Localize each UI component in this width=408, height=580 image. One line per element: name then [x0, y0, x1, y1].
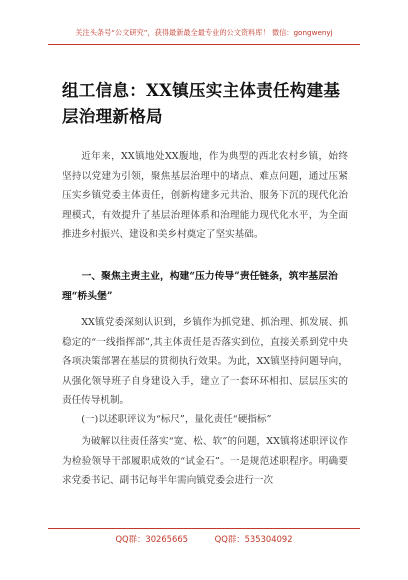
intro-paragraph: 近年来，XX镇地处XX腹地，作为典型的西北农村乡镇，始终坚持以党建为引领，聚焦基层治理中的堵点、难点问题，通过压紧压实乡镇党委主体责任，创新构建多元共治、服务下沉的现代化治理模式，有效提升了基层治理体系和治理能力现代化水平，为全面推进乡村振兴、建设和美乡村奠定了坚实基础。: [62, 151, 348, 240]
footer-divider: [48, 528, 360, 529]
subsection-heading-1: (一)以述职评议为“标尺”，量化责任“硬指标”: [81, 414, 272, 425]
footer-qq-group-1: QQ群：30265665: [115, 534, 188, 544]
footer-contact: [0, 533, 408, 545]
subsection-1-paragraph: 为破解以往责任落实“宽、松、软”的问题，XX镇将述职评议作为检验领导干部履职成效的“试金石”。一是规范述职程序。明确要求党委书记、副书记每半年需向镇党委会进行一次: [62, 436, 348, 486]
header-divider: [48, 44, 360, 45]
header-promo-note: 关注头条号“公文研究”，获得最新最全最专业的公文资料库！ 微信：gongwenyj: [75, 28, 333, 37]
document-title: 组工信息：XX镇压实主体责任构建基层治理新格局: [62, 81, 341, 126]
footer-qq-group-2: QQ群：535304092: [214, 534, 293, 544]
section-heading-1: 一、聚焦主责主业，构建“压力传导”责任链条，筑牢基层治理“桥头堡”: [62, 271, 338, 302]
section-1-paragraph: XX镇党委深刻认识到，乡镇作为抓党建、抓治理、抓发展、抓稳定的“一线指挥部”,其主体责任是否落实到位，直接关系到党中央各项决策部署在基层的贯彻执行效果。为此，XX镇坚持问题导向，从强化领导班子自身建设入手，建立了一套环环相扣、层层压实的责任传导机制。: [62, 317, 348, 406]
